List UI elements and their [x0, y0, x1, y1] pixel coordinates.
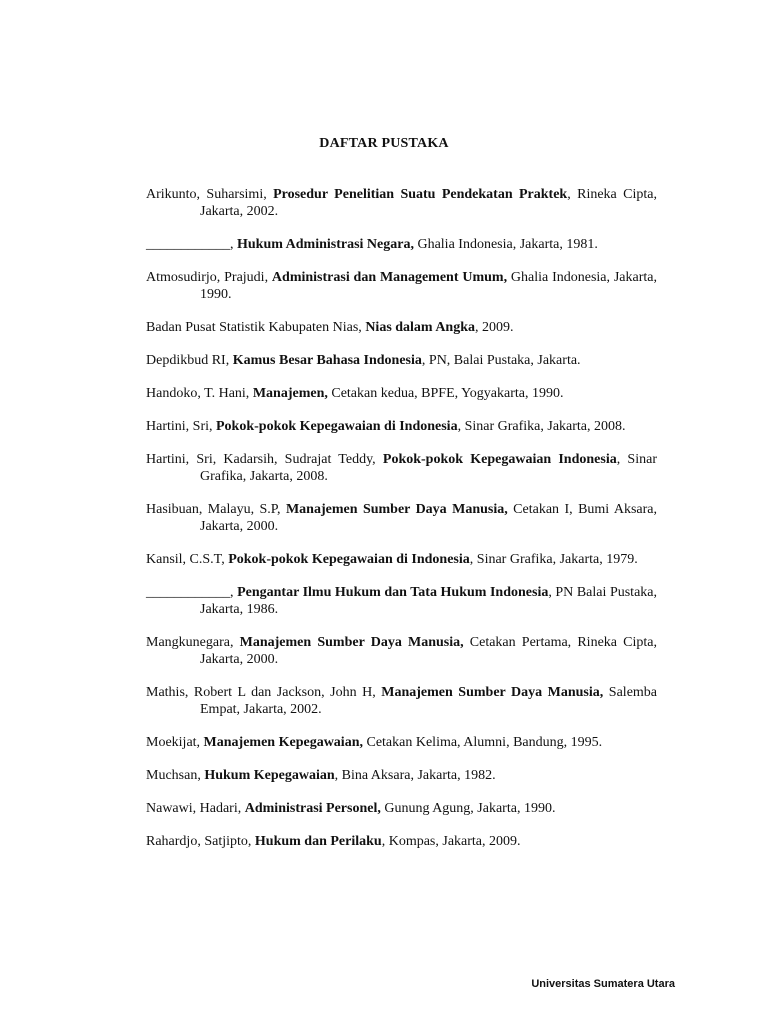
reference-publisher: , 2009. [475, 320, 514, 335]
reference-author: Atmosudirjo, Prajudi, [146, 270, 272, 285]
reference-publisher: , Sinar Grafika, Jakarta, 2008. [457, 419, 626, 434]
reference-item [146, 385, 657, 402]
reference-title: Administrasi dan Management Umum, [271, 270, 508, 285]
reference-item [146, 684, 657, 718]
reference-item [146, 551, 657, 568]
reference-item [146, 186, 657, 220]
reference-item [146, 319, 657, 336]
reference-title: Manajemen, [252, 386, 328, 401]
reference-publisher: , PN Balai Pustaka, Jakarta, 1986. [200, 585, 657, 617]
reference-author: Badan Pusat Statistik Kabupaten Nias, [146, 320, 366, 335]
reference-publisher: Ghalia Indonesia, Jakarta, 1981. [413, 237, 598, 252]
reference-title: Manajemen Sumber Daya Manusia, [285, 502, 508, 517]
reference-item [146, 584, 657, 618]
reference-title: Manajemen Sumber Daya Manusia, [239, 635, 464, 650]
reference-item [146, 634, 657, 668]
reference-item [146, 269, 657, 303]
reference-title: Hukum dan Perilaku [254, 834, 382, 849]
reference-publisher: Cetakan Kelima, Alumni, Bandung, 1995. [362, 735, 603, 750]
reference-title: Pokok-pokok Kepegawaian di Indonesia [216, 419, 458, 434]
reference-title: Kamus Besar Bahasa Indonesia [232, 353, 422, 368]
reference-publisher: , Rineka Cipta, Jakarta, 2002. [200, 187, 657, 219]
reference-item [146, 833, 657, 850]
reference-title: Nias dalam Angka [365, 320, 476, 335]
reference-publisher: , Sinar Grafika, Jakarta, 2008. [200, 452, 657, 484]
reference-publisher: , Kompas, Jakarta, 2009. [381, 834, 521, 849]
reference-publisher: , Sinar Grafika, Jakarta, 1979. [469, 552, 638, 567]
reference-list [146, 186, 657, 866]
reference-title: Manajemen Kepegawaian, [203, 735, 363, 750]
reference-author: Muchsan, [146, 768, 205, 783]
reference-author: Mangkunegara, [146, 635, 240, 650]
reference-publisher: Cetakan I, Bumi Aksara, Jakarta, 2000. [200, 502, 658, 534]
reference-author: Handoko, T. Hani, [146, 386, 253, 401]
reference-publisher: Cetakan kedua, BPFE, Yogyakarta, 1990. [327, 386, 564, 401]
reference-item [146, 352, 657, 369]
reference-publisher: , Bina Aksara, Jakarta, 1982. [334, 768, 496, 783]
reference-title: Pokok-pokok Kepegawaian di Indonesia [228, 552, 470, 567]
reference-publisher: Gunung Agung, Jakarta, 1990. [380, 801, 556, 816]
reference-author: ____________, [146, 585, 238, 600]
reference-item [146, 734, 657, 751]
reference-author: Depdikbud RI, [146, 353, 233, 368]
reference-title: Hukum Kepegawaian [204, 768, 335, 783]
reference-item [146, 800, 657, 817]
reference-item [146, 451, 657, 485]
page-title: DAFTAR PUSTAKA [319, 136, 449, 151]
reference-item [146, 418, 657, 435]
reference-author: Hartini, Sri, [146, 419, 216, 434]
reference-author: Hasibuan, Malayu, S.P, [146, 502, 286, 517]
reference-author: Mathis, Robert L dan Jackson, John H, [146, 685, 382, 700]
reference-author: ____________, [146, 237, 237, 252]
reference-publisher: , PN, Balai Pustaka, Jakarta. [421, 353, 581, 368]
reference-publisher: Cetakan Pertama, Rineka Cipta, Jakarta, 2000. [200, 635, 657, 667]
reference-title: Pengantar Ilmu Hukum dan Tata Hukum Indonesia [237, 585, 549, 600]
reference-author: Nawawi, Hadari, [146, 801, 245, 816]
reference-author: Hartini, Sri, Kadarsih, Sudrajat Teddy, [146, 452, 383, 467]
reference-title: Hukum Administrasi Negara, [237, 237, 414, 252]
reference-title: Administrasi Personel, [244, 801, 381, 816]
reference-publisher: Ghalia Indonesia, Jakarta, 1990. [200, 270, 657, 302]
reference-item [146, 236, 657, 253]
reference-author: Kansil, C.S.T, [146, 552, 229, 567]
reference-item [146, 501, 657, 535]
reference-item [146, 767, 657, 784]
reference-author: Arikunto, Suharsimi, [146, 187, 274, 202]
reference-title: Pokok-pokok Kepegawaian Indonesia [382, 452, 617, 467]
reference-author: Rahardjo, Satjipto, [146, 834, 255, 849]
reference-publisher: Salemba Empat, Jakarta, 2002. [200, 685, 658, 717]
reference-author: Moekijat, [146, 735, 204, 750]
reference-title: Manajemen Sumber Daya Manusia, [381, 685, 604, 700]
reference-title: Prosedur Penelitian Suatu Pendekatan Praktek [273, 187, 568, 202]
footer-university: Universitas Sumatera Utara [531, 978, 675, 990]
